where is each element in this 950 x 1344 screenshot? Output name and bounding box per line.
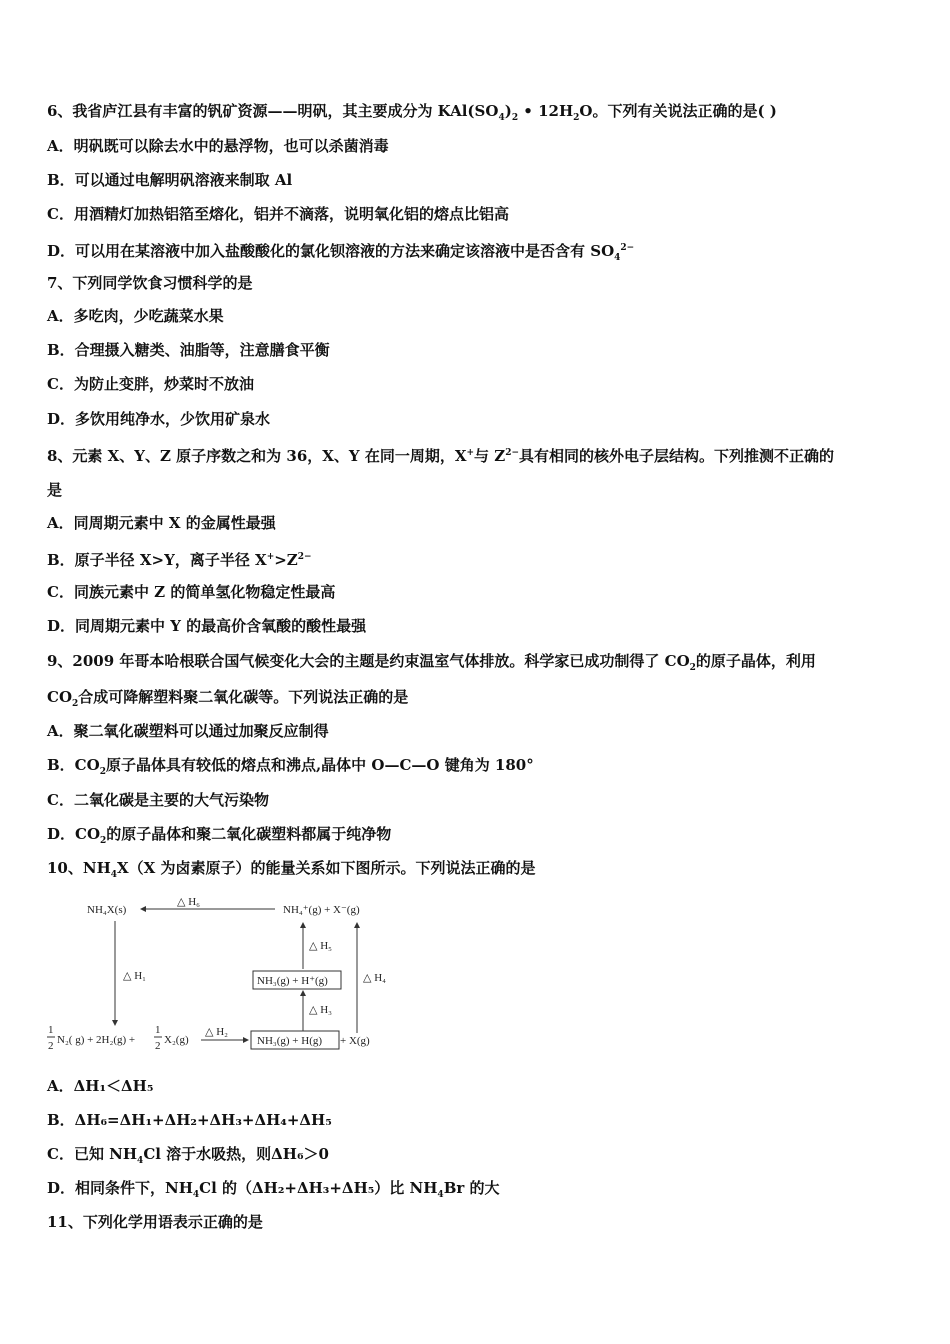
q9-option-c: C．二氧化碳是主要的大气污染物 [47,791,269,809]
q8-stem-cont: 是 [47,481,63,499]
label-dh5: △ H₅ [309,940,332,952]
label-bottom-left: N₂( g) + 2H₂(g) + [57,1034,136,1046]
q7-option-a: A．多吃肉，少吃蔬菜水果 [47,307,224,325]
label-dh1: △ H₁ [123,970,146,982]
label-dh6: △ H₆ [177,896,200,908]
q7-option-d: D．多饮用纯净水，少饮用矿泉水 [47,410,271,428]
q6-option-d: D．可以用在某溶液中加入盐酸酸化的氯化钡溶液的方法来确定该溶液中是否含有 $SO_4^{2-}$ [47,242,635,263]
q6-option-b: B．可以通过电解明矾溶液来制取 Al [47,171,293,189]
q9-option-d: D．$CO_2$的原子晶体和聚二氧化碳塑料都属于纯净物 [47,825,392,846]
label-box-nh3-hplus: NH₃(g) + H⁺(g) [257,975,328,987]
q9-stem: 9、2009 年哥本哈根联合国气候变化大会的主题是约束温室气体排放。科学家已成功制得了 $CO_2$的原子晶体，利用 [47,652,816,673]
q10-option-d: D．相同条件下，$NH_4Cl$ 的（ΔH₂+ΔH₃+ΔH₅）比 $NH_4Br$ 的大 [47,1179,500,1200]
q8-option-b: B．原子半径 X>Y，离子半径 $X^+>Z^{2-}$ [47,551,312,569]
fraction-numerator-1: 1 [48,1024,54,1036]
q8-option-a: A．同周期元素中 X 的金属性最强 [47,514,276,532]
fraction-numerator-2: 1 [155,1024,161,1036]
q7-option-b: B．合理摄入糖类、油脂等，注意膳食平衡 [47,341,330,359]
q9-option-a: A．聚二氧化碳塑料可以通过加聚反应制得 [47,722,329,740]
q6-option-a: A．明矾既可以除去水中的悬浮物，也可以杀菌消毒 [47,137,389,155]
q10-option-a: A．ΔH₁＜ΔH₅ [47,1077,154,1095]
label-box-nh3-h: NH₃(g) + H(g) [257,1035,323,1047]
label-dh3: △ H₃ [309,1004,332,1016]
label-x2-gas: X₂(g) [164,1034,189,1046]
label-nh4x-solid: NH₄X(s) [87,904,127,916]
q8-option-c: C．同族元素中 Z 的简单氢化物稳定性最高 [47,583,336,601]
q10-option-b: B．ΔH₆=ΔH₁+ΔH₂+ΔH₃+ΔH₄+ΔH₅ [47,1111,332,1129]
energy-cycle-diagram [45,893,405,1058]
label-dh2: △ H₂ [205,1026,228,1038]
q8-option-d: D．同周期元素中 Y 的最高价含氧酸的酸性最强 [47,617,367,635]
q9-stem-cont: $CO_2$合成可降解塑料聚二氧化碳等。下列说法正确的是 [47,688,409,709]
q7-stem: 7、下列同学饮食习惯科学的是 [47,274,253,292]
q7-option-c: C．为防止变胖，炒菜时不放油 [47,375,254,393]
label-nh4-ion-x-ion: NH₄⁺(g) + X⁻(g) [283,904,360,916]
q6-stem: 6、我省庐江县有丰富的钒矿资源——明矾，其主要成分为 $KAl(SO_4)_2$ • $12H_2O$。下列有关说法正确的是( ) [47,102,777,123]
q9-option-b: B．$CO_2$原子晶体具有较低的熔点和沸点,晶体中 O—C—O 键角为 180° [47,756,534,777]
q10-stem: 10、$NH_4X(X$ 为卤素原子）的能量关系如下图所示。下列说法正确的是 [47,859,536,880]
label-x-gas: + X(g) [340,1035,370,1047]
q6-option-c: C．用酒精灯加热铝箔至熔化，铝并不滴落，说明氧化铝的熔点比铝高 [47,205,509,223]
label-dh4: △ H₄ [363,972,386,984]
q8-stem: 8、元素 X、Y、Z 原子序数之和为 36，X、Y 在同一周期，X+与 $Z^{2-}$具有相同的核外电子层结构。下列推测不正确的 [47,447,835,465]
fraction-denominator-2: 2 [155,1040,161,1052]
q11-stem: 11、下列化学用语表示正确的是 [47,1213,263,1231]
fraction-denominator-1: 2 [48,1040,54,1052]
q10-option-c: C．已知 $NH_4Cl$ 溶于水吸热，则ΔH₆＞0 [47,1145,329,1166]
